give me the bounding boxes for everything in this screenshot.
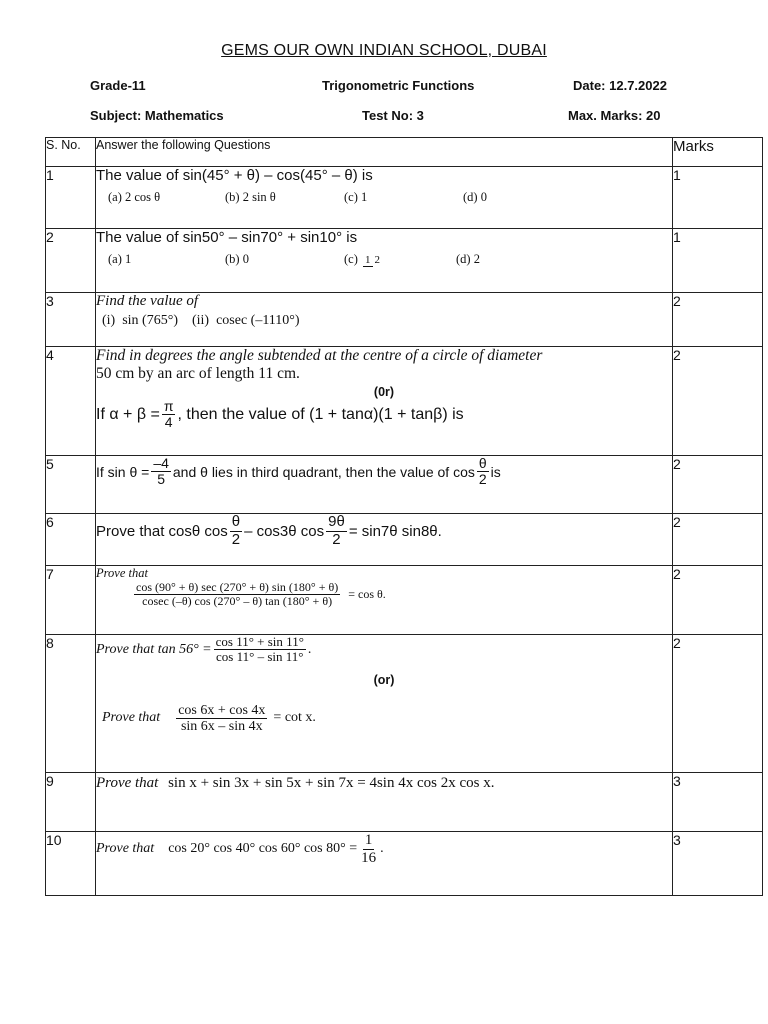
question-number: 10 [46,832,96,896]
question-row-4 [46,347,763,456]
option-a: (a) 1 [108,252,132,266]
question-row-9 [46,773,763,832]
question-number: 1 [46,167,96,229]
question-marks: 3 [673,832,763,896]
question-row-5 [46,456,763,514]
school-name: GEMS OUR OWN INDIAN SCHOOL, DUBAI [221,42,547,59]
question-expression: Prove that cos 20° cos 40° cos 60° cos 80° = $\frac{1}{16}$ . [96,832,384,866]
question-marks: 1 [673,229,763,293]
question-stem: Prove that cosθ cos $\frac{\theta}{2}$ – cos3θ cos $\frac{9\theta}{2}$ = sin7θ sin8θ. [96,513,442,548]
question-text [96,347,673,456]
question-row-3 [46,293,763,347]
header-sno: S. No. [46,138,96,167]
question-expression: $\frac{\cos (90^\circ + \theta) \sec (270^\circ + \theta) \sin (180^\circ + \theta)}{cosec (-\theta) \cos (270^\circ - \theta) \tan (180^\circ + \theta)}$ = cos θ. [136,580,386,609]
question-stem: The value of sin(45° + θ) – cos(45° – θ) is [96,167,373,184]
alternate-expression: Prove that $\frac{\cos 6x + \cos 4x}{\sin 6x - \sin 4x}$ = cot x. [102,702,316,734]
question-number: 4 [46,347,96,456]
option-d: (d) 0 [463,190,487,204]
options [96,190,672,205]
question-stem: The value of sin50° – sin70° + sin10° is [96,229,358,246]
question-number: 5 [46,456,96,514]
option-a: (a) 2 cos θ [108,190,161,204]
option-b: (b) 2 sin θ [225,190,276,204]
question-text [96,566,673,635]
grade-label: Grade-11 [90,78,146,93]
header-marks: Marks [673,138,763,167]
question-stem: If sin θ = $\frac{-4}{5}$ and θ lies in third quadrant, then the value of cos $\frac{\theta}{2}$ is [96,455,501,488]
question-marks: 2 [673,566,763,635]
or-separator: (0r) [373,385,395,399]
question-parts: (i) sin (765°) (ii) cosec (–1110°) [102,313,300,328]
option-c: (c) 1 2 [344,252,380,266]
date-label: Date: 12.7.2022 [573,78,667,93]
question-marks: 2 [673,514,763,566]
question-text [96,229,673,293]
question-lead: Prove that [96,566,148,580]
question-text [96,293,673,347]
question-text [96,635,673,773]
question-row-10 [46,832,763,896]
question-expression: Prove that sin x + sin 3x + sin 5x + sin 7x = 4sin 4x cos 2x cos x. [96,775,495,791]
max-marks-label: Max. Marks: 20 [568,108,661,123]
question-text [96,167,673,229]
option-b: (b) 0 [225,252,249,266]
test-number-label: Test No: 3 [362,108,424,123]
question-text [96,832,673,896]
question-stem: Find in degrees the angle subtended at the centre of a circle of diameter [96,347,543,364]
question-marks: 2 [673,635,763,773]
question-marks: 3 [673,773,763,832]
question-table [45,137,763,896]
options [96,252,672,267]
or-separator: (or) [373,672,395,687]
question-stem-continued: 50 cm by an arc of length 11 cm. [96,365,300,382]
question-expression: Prove that tan 56° = $\frac{\cos 11^\circ + \sin 11^\circ}{\cos 11^\circ - \sin 11^\circ}$ . [96,634,312,665]
question-stem: Find the value of [96,293,199,309]
question-text [96,773,673,832]
question-marks: 2 [673,293,763,347]
question-row-7 [46,566,763,635]
topic-label: Trigonometric Functions [322,78,475,93]
question-row-2 [46,229,763,293]
question-marks: 2 [673,347,763,456]
question-number: 6 [46,514,96,566]
question-number: 8 [46,635,96,773]
question-row-1 [46,167,763,229]
question-marks: 1 [673,167,763,229]
alternate-question: If α + β = $\frac{\pi}{4}$ , then the value of (1 + tanα)(1 + tanβ) is [96,398,464,431]
table-header-row [46,138,763,167]
question-text [96,456,673,514]
question-text [96,514,673,566]
question-number: 9 [46,773,96,832]
question-row-6 [46,514,763,566]
option-d: (d) 2 [456,252,480,266]
subject-label: Subject: Mathematics [90,108,224,123]
question-number: 3 [46,293,96,347]
header-question: Answer the following Questions [96,138,673,167]
option-c: (c) 1 [344,190,368,204]
question-number: 7 [46,566,96,635]
question-marks: 2 [673,456,763,514]
question-row-8 [46,635,763,773]
question-number: 2 [46,229,96,293]
